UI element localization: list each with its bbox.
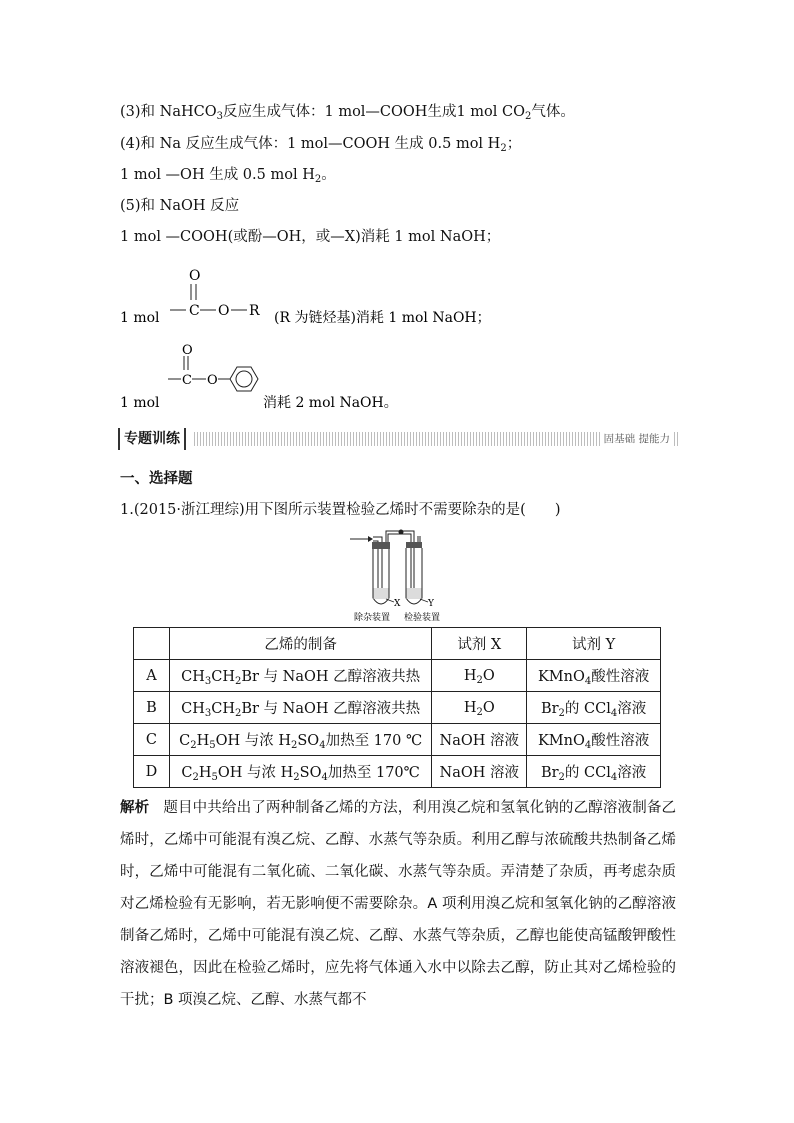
table-row (134, 660, 661, 692)
header-option (134, 628, 170, 660)
ester-formula (120, 262, 520, 328)
phenyl-ester-structure (120, 342, 440, 412)
reagent-y-cell: $Br_2$的 CCl$_4$溶液 (527, 756, 661, 788)
analysis-paragraph (120, 792, 676, 1016)
banner-subtitle: 固基础 提能力 (600, 431, 674, 447)
header-reagent-y: 试剂 Y (527, 628, 661, 660)
text-line-5: 1 mol —OH 生成 0.5 mol $H_2$。 (120, 167, 336, 185)
ester-carbon: C (189, 303, 200, 319)
header-reagent-x: 试剂 X (432, 628, 527, 660)
caption-detection: 检验装置 (404, 613, 441, 623)
ester-oxygen-top: O (189, 268, 201, 284)
text-line-3: (3)和 NaHCO$_3$反应生成气体：1 mol—COOH生成1 mol $CO_2$气体。 (120, 104, 575, 122)
header-preparation: 乙烯的制备 (169, 628, 431, 660)
reagent-y-cell: $Br_2$的 CCl$_4$溶液 (527, 692, 661, 724)
ester-prefix: 1 mol (120, 310, 160, 326)
option-label: C (134, 724, 170, 756)
table-row (134, 692, 661, 724)
reagent-x-cell: $H_2O$ (432, 692, 527, 724)
analysis-label: 解析 (120, 800, 150, 816)
preparation-cell: $C_2H_5OH$ 与浓 $H_2SO_4$加热至 170℃ (169, 756, 431, 788)
caption-purification: 除杂装置 (354, 613, 391, 623)
reagent-x-cell: NaOH 溶液 (432, 724, 527, 756)
reagent-x-cell: NaOH 溶液 (432, 756, 527, 788)
phenyl-ester-prefix: 1 mol (120, 395, 160, 411)
ester-r-group: R (249, 303, 260, 319)
phenyl-ester-oxygen-top: O (182, 343, 193, 358)
reagent-y-label: Y (428, 599, 434, 609)
section-title: 一、选择题 (120, 471, 193, 487)
phenyl-ester-oxygen: O (207, 373, 218, 388)
preparation-cell: $C_2H_5OH$ 与浓 $H_2SO_4$加热至 170 ℃ (169, 724, 431, 756)
reagent-x-cell: $H_2O$ (432, 660, 527, 692)
apparatus-diagram (348, 526, 454, 624)
option-label: D (134, 756, 170, 788)
text-line-6: (5)和 NaOH 反应 (120, 198, 240, 214)
reagent-table (133, 627, 661, 788)
text-line-7: 1 mol —COOH(或酚—OH，或—X)消耗 1 mol NaOH； (120, 229, 501, 245)
reagent-y-cell: KMnO$_4$酸性溶液 (527, 660, 661, 692)
phenyl-ester-formula (120, 342, 440, 412)
table-header-row (134, 628, 661, 660)
phenyl-ester-suffix: 消耗 2 mol NaOH。 (263, 395, 398, 411)
preparation-cell: $CH_3CH_2Br$ 与 NaOH 乙醇溶液共热 (169, 692, 431, 724)
preparation-cell: $CH_3CH_2Br$ 与 NaOH 乙醇溶液共热 (169, 660, 431, 692)
reagent-x-label: X (394, 599, 401, 609)
apparatus-icon (348, 526, 454, 624)
ester-structure (120, 262, 520, 328)
option-label: A (134, 660, 170, 692)
option-label: B (134, 692, 170, 724)
text-line-4: (4)和 Na 反应生成气体：1 mol—COOH 生成 0.5 mol $H_2$； (120, 136, 522, 154)
phenyl-ester-carbon: C (182, 373, 192, 388)
table-row (134, 724, 661, 756)
table-row (134, 756, 661, 788)
ester-oxygen: O (218, 303, 230, 319)
question-text: 1.(2015·浙江理综)用下图所示装置检验乙烯时不需要除杂的是( ) (120, 502, 561, 518)
ester-suffix: (R 为链烃基)消耗 1 mol NaOH； (274, 310, 491, 326)
reagent-y-cell: KMnO$_4$酸性溶液 (527, 724, 661, 756)
analysis-text: 题目中共给出了两种制备乙烯的方法，利用溴乙烷和氢氧化钠的乙醇溶液制备乙烯时，乙烯中可能混有溴乙烷、乙醇、水蒸气等杂质。利用乙醇与浓硫酸共热制备乙烯时，乙烯中可能混有二氧化硫、二氧化碳、水蒸气等杂质。弄清楚了杂质，再考虑杂质对乙烯检验有无影响，若无影响便不需要除杂。A 项利用溴乙烷和氢氧化钠的乙醇溶液制备乙烯时，乙烯中可能混有溴乙烷、乙醇、水蒸气等杂质，乙醇也能使高锰酸钾酸性溶液褪色，因此在检验乙烯时，应先将气体通入水中以除去乙醇，防止其对乙烯检验的干扰；B 项溴乙烷、乙醇、水蒸气都不 (120, 800, 677, 1008)
banner-title: 专题训练 (118, 428, 186, 450)
section-banner (118, 428, 680, 450)
